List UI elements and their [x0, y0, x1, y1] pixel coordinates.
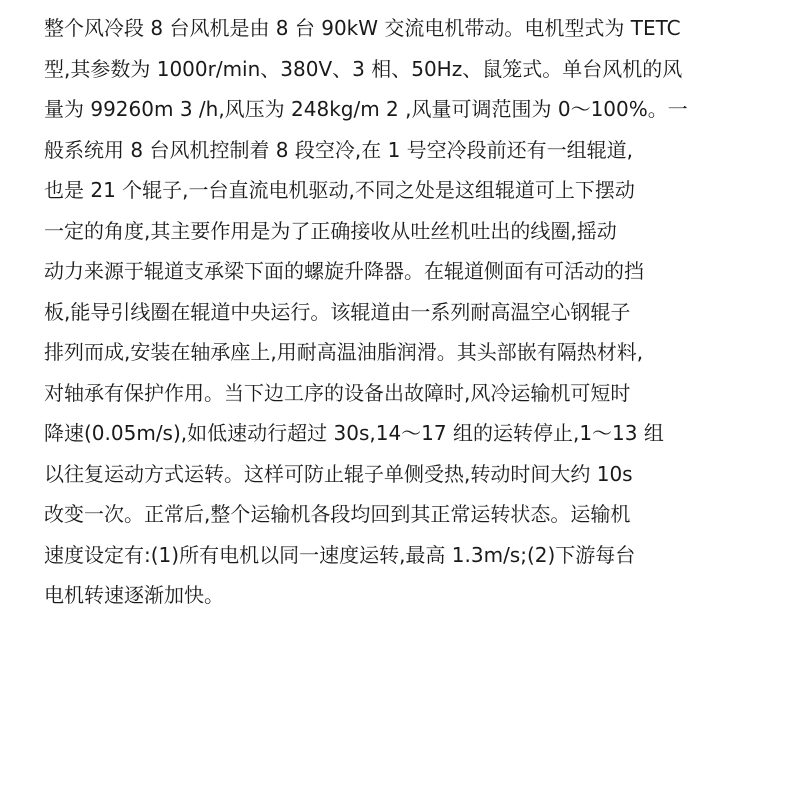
- text-line: 型,其参数为 1000r/min、380V、3 相、50Hz、鼠笼式。单台风机的风: [44, 56, 683, 81]
- text-line: 电机转速逐渐加快。: [44, 583, 224, 607]
- text-line: 一定的角度,其主要作用是为了正确接收从吐丝机吐出的线圈,摇动: [44, 218, 617, 243]
- text-line: 速度设定有:(1)所有电机以同一速度运转,最高 1.3m/s;(2)下游每台: [44, 542, 636, 567]
- text-line: 动力来源于辊道支承梁下面的螺旋升降器。在辊道侧面有可活动的挡: [44, 259, 644, 283]
- body-text: [44, 8, 774, 616]
- text-line: 整个风冷段 8 台风机是由 8 台 90kW 交流电机带动。电机型式为 TETC: [44, 16, 681, 40]
- text-line: 排列而成,安装在轴承座上,用耐高温油脂润滑。其头部嵌有隔热材料,: [44, 340, 644, 364]
- text-line: 般系统用 8 台风机控制着 8 段空冷,在 1 号空冷段前还有一组辊道,: [44, 137, 634, 162]
- text-line: 量为 99260m 3 /h,风压为 248kg/m 2 ,风量可调范围为 0～100%。一: [44, 97, 688, 121]
- text-line: 改变一次。正常后,整个运输机各段均回到其正常运转状态。运输机: [44, 502, 631, 526]
- text-line: 板,能导引线圈在辊道中央运行。该辊道由一系列耐高温空心钢辊子: [44, 299, 631, 324]
- text-line: 对轴承有保护作用。当下边工序的设备出故障时,风冷运输机可短时: [44, 380, 631, 405]
- text-line: 降速(0.05m/s),如低速动行超过 30s,14～17 组的运转停止,1～13 组: [44, 421, 664, 445]
- text-line: 以往复运动方式运转。这样可防止辊子单侧受热,转动时间大约 10s: [44, 461, 633, 486]
- text-line: 也是 21 个辊子,一台直流电机驱动,不同之处是这组辊道可上下摆动: [44, 178, 635, 202]
